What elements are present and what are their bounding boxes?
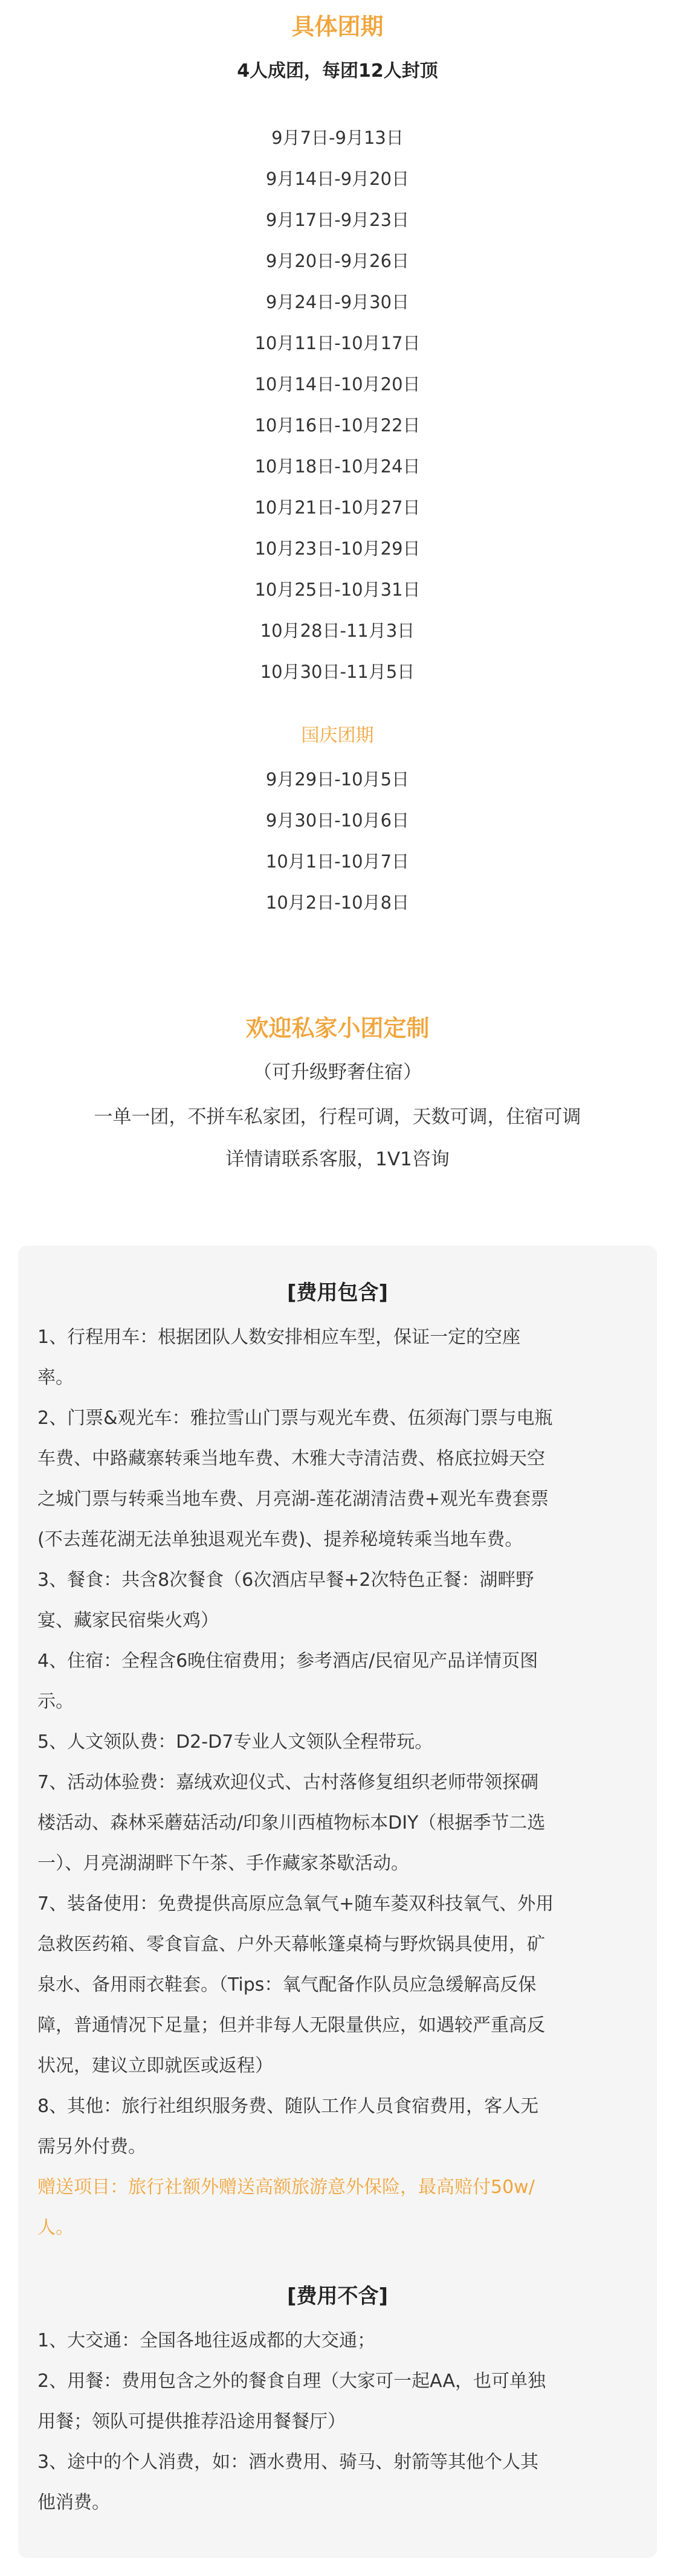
fee-line: 3、餐食：共含8次餐食（6次酒店早餐+2次特色正餐：湖畔野 [37,1570,534,1591]
national-date-item: 9月30日-10月6日 [265,810,410,831]
fee-line: 用餐；领队可提供推荐沿途用餐餐厅） [37,2411,346,2432]
fee-card [18,1246,657,2558]
custom-tour-section [0,1010,675,1177]
fee-line: 状况，建议立即就医或返程） [37,2055,273,2076]
fees-excluded-list [37,2320,638,2523]
fee-line: 需另外付费。 [37,2136,146,2157]
date-item: 10月21日-10月27日 [254,497,421,518]
fee-line: 他消费。 [37,2492,110,2513]
fee-line: 1、大交通：全国各地往返成都的大交通； [37,2330,376,2351]
date-item: 9月24日-9月30日 [265,292,410,312]
fee-line: 障，普通情况下足量；但并非每人无限量供应，如遇较严重高反 [37,2015,545,2036]
fee-line: 5、人文领队费：D2-D7专业人文领队全程带玩。 [37,1731,433,1753]
fee-line: 楼活动、森林采蘑菇活动/印象川西植物标本DIY（根据季节二选 [37,1812,546,1834]
fee-line: 宴、藏家民宿柴火鸡） [37,1610,219,1631]
national-date-item: 10月2日-10月8日 [265,892,410,913]
fee-line: 泉水、备用雨衣鞋套。（Tips：氧气配备作队员应急缓解高反保 [37,1974,537,1995]
fee-line: 示。 [37,1691,74,1712]
date-item: 9月20日-9月26日 [265,251,410,271]
fee-line: 急救医药箱、零食盲盒、户外天幕帐篷桌椅与野炊锅具使用，矿 [37,1934,545,1955]
date-list [0,117,675,692]
date-item: 10月23日-10月29日 [254,538,421,559]
fee-line: 2、用餐：费用包含之外的餐食自理（大家可一起AA，也可单独 [37,2371,546,2392]
gift-line: 赠送项目：旅行社额外赠送高额旅游意外保险，最高赔付50w/ [37,2177,535,2198]
date-item: 10月30日-11月5日 [260,662,415,682]
date-item: 9月17日-9月23日 [265,210,410,230]
date-item: 10月11日-10月17日 [254,333,421,353]
fee-line: 之城门票与转乘当地车费、月亮湖-莲花湖清洁费+观光车费套票 [37,1489,549,1510]
fee-line: 率。 [37,1367,74,1388]
custom-tour-note: （可升级野奢住宿） [253,1061,422,1083]
fees-excluded-title: [费用不含] [286,2284,389,2308]
fee-line: 1、行程用车：根据团队人数安排相应车型，保证一定的空座 [37,1327,521,1348]
date-item: 10月28日-11月3日 [260,620,415,641]
national-date-item: 10月1日-10月7日 [265,851,410,872]
fee-line: (不去莲花湖无法单独退观光车费)、提养秘境转乘当地车费。 [37,1529,523,1550]
national-date-item: 9月29日-10月5日 [265,769,410,790]
fee-line: 2、门票&观光车：雅拉雪山门票与观光车费、伍须海门票与电瓶 [37,1408,553,1429]
group-dates-section [0,8,675,923]
custom-tour-description: 一单一团，不拼车私家团，行程可调，天数可调，住宿可调 [94,1106,581,1128]
date-item: 9月14日-9月20日 [265,169,410,189]
fee-line: 车费、中路藏寨转乘当地车费、木雅大寺清洁费、格底拉姆天空 [37,1448,545,1469]
date-item: 10月18日-10月24日 [254,456,421,477]
national-date-list [0,759,675,923]
fees-included-list [37,1317,638,2248]
date-item: 10月14日-10月20日 [254,374,421,394]
national-day-label: 国庆团期 [301,725,374,746]
fee-line: 4、住宿：全程含6晚住宿费用；参考酒店/民宿见产品详情页图 [37,1650,538,1672]
fee-line: 一）、月亮湖湖畔下午茶、手作藏家茶歇活动。 [37,1853,409,1874]
group-dates-title: 具体团期 [291,13,384,40]
group-size-subtitle: 4人成团，每团12人封顶 [237,60,438,82]
custom-tour-title: 欢迎私家小团定制 [245,1015,430,1042]
gift-line: 人。 [37,2217,74,2238]
custom-tour-contact: 详情请联系客服，1V1咨询 [225,1148,450,1170]
fee-line: 7、活动体验费：嘉绒欢迎仪式、古村落修复组织老师带领探碉 [37,1772,539,1793]
fee-line: 8、其他：旅行社组织服务费、随队工作人员食宿费用，客人无 [37,2096,539,2117]
fee-line: 3、途中的个人消费，如：酒水费用、骑马、射箭等其他个人其 [37,2452,539,2473]
date-item: 10月25日-10月31日 [254,579,421,600]
fees-included-title: [费用包含] [286,1281,389,1305]
date-item: 10月16日-10月22日 [254,415,421,436]
fee-line: 7、装备使用：免费提供高原应急氧气+随车菱双科技氧气、外用 [37,1893,554,1914]
date-item: 9月7日-9月13日 [271,127,404,148]
